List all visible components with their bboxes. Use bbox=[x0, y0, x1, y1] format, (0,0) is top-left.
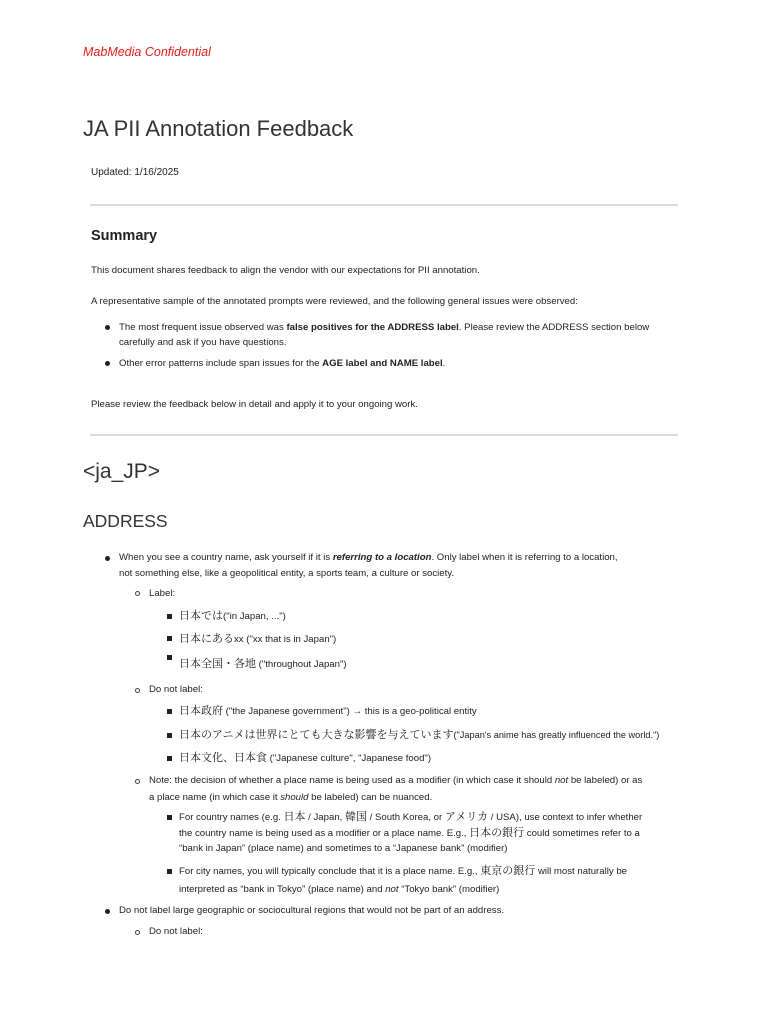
summary-closing: Please review the feedback below in detail and apply it to your ongoing work. bbox=[91, 399, 418, 410]
bullet-icon bbox=[105, 909, 110, 914]
divider bbox=[90, 434, 678, 436]
text: Other error patterns include span issues for the bbox=[119, 358, 323, 369]
square-bullet-icon bbox=[167, 614, 172, 619]
address-rule-text-cont: not something else, like a geopolitical entity, a sports team, a culture or society. bbox=[119, 568, 455, 579]
address-rule-text: When you see a country name, ask yourself if it is referring to a location. Only label when it is referring to a location, bbox=[119, 552, 618, 563]
text: The most frequent issue observed was bbox=[119, 322, 287, 333]
square-bullet-icon bbox=[167, 636, 172, 641]
note-text: Note: the decision of whether a place name is being used as a modifier (in which case it should not be labeled) or as bbox=[149, 775, 643, 786]
label-example-3: 日本全国・各地 ("throughout Japan") bbox=[179, 657, 347, 670]
regions-do-not-label: Do not label: bbox=[149, 926, 203, 937]
square-bullet-icon bbox=[167, 733, 172, 738]
circle-bullet-icon bbox=[135, 591, 140, 596]
locale-heading: <ja_JP> bbox=[83, 460, 161, 483]
summary-intro: This document shares feedback to align the vendor with our expectations for PII annotation. bbox=[91, 265, 480, 276]
label-example-1: 日本では("in Japan, ...") bbox=[179, 609, 286, 622]
address-heading: ADDRESS bbox=[83, 511, 168, 531]
bold-text: AGE label and NAME label bbox=[322, 358, 443, 369]
country-names-rule: For country names (e.g. 日本 / Japan, 韓国 / South Korea, or アメリカ / USA), use context to infer whether bbox=[179, 810, 643, 823]
text: . bbox=[442, 358, 446, 369]
square-bullet-icon bbox=[167, 815, 172, 820]
city-names-rule: For city names, you will typically conclude that it is a place name. E.g., 東京の銀行 will most naturally be bbox=[179, 864, 627, 877]
bullet-icon bbox=[105, 361, 110, 366]
country-names-rule-cont: the country name is being used as a modifier or a place name. E.g., 日本の銀行 could sometimes refer to a bbox=[179, 826, 640, 839]
do-not-label-subheading: Do not label: bbox=[149, 684, 203, 695]
label-example-2: 日本にあるxx ("xx that is in Japan") bbox=[179, 632, 337, 645]
confidential-label: MabMedia Confidential bbox=[83, 45, 211, 59]
bullet-icon bbox=[105, 556, 110, 561]
list-item bbox=[91, 356, 671, 371]
square-bullet-icon bbox=[167, 709, 172, 714]
label-subheading: Label: bbox=[149, 588, 176, 599]
circle-bullet-icon bbox=[135, 688, 140, 693]
page-title: JA PII Annotation Feedback bbox=[83, 116, 354, 141]
circle-bullet-icon bbox=[135, 930, 140, 935]
summary-sample: A representative sample of the annotated prompts were reviewed, and the following general issues were observed: bbox=[91, 296, 578, 307]
do-not-label-example-2: 日本のアニメは世界にとても大きな影響を与えています("Japan's anime has greatly influenced the world.") bbox=[179, 728, 660, 741]
updated-date: Updated: 1/16/2025 bbox=[91, 167, 179, 178]
circle-bullet-icon bbox=[135, 779, 140, 784]
text: . Please review the ADDRESS section below carefully and ask if you have questions. bbox=[119, 322, 650, 348]
list-item bbox=[91, 320, 671, 350]
square-bullet-icon bbox=[167, 869, 172, 874]
summary-heading: Summary bbox=[91, 228, 158, 244]
square-bullet-icon bbox=[167, 655, 172, 660]
note-text-cont: a place name (in which case it should be labeled) can be nuanced. bbox=[149, 792, 433, 803]
city-names-rule-cont: interpreted as “bank in Tokyo” (place name) and not “Tokyo bank” (modifier) bbox=[179, 884, 500, 895]
do-not-label-example-1: 日本政府 ("the Japanese government") → this is a geo-political entity bbox=[179, 704, 477, 717]
bold-text: false positives for the ADDRESS label bbox=[286, 322, 459, 333]
divider bbox=[90, 204, 678, 206]
bullet-icon bbox=[105, 325, 110, 330]
regions-rule: Do not label large geographic or sociocultural regions that would not be part of an address. bbox=[119, 905, 505, 916]
summary-issues-list bbox=[91, 320, 671, 377]
square-bullet-icon bbox=[167, 756, 172, 761]
do-not-label-example-3: 日本文化、日本食 ("Japanese culture", "Japanese food") bbox=[179, 751, 432, 764]
country-names-rule-cont2: “bank in Japan” (place name) and sometimes to a “Japanese bank” (modifier) bbox=[179, 843, 508, 854]
